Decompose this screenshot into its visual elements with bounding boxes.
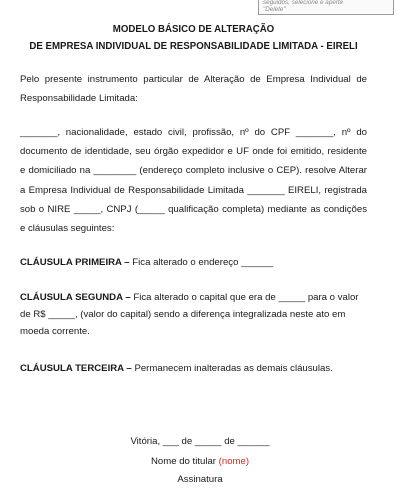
clause-first-text: Fica alterado o endereço	[132, 257, 239, 268]
blank-nire[interactable]: _____	[73, 203, 101, 215]
clause-second-text-2: para o valor de R$	[20, 292, 359, 320]
tooltip-line-2: "Delete"	[263, 6, 286, 14]
qualification-part-1: , nacionalidade, estado civil, profissão, nº do CPF	[57, 127, 291, 138]
holder-name-line	[0, 456, 400, 467]
qualification-part-2: , nº do documento de identidade, seu órgão expedidor e UF onde foi emitido, residente e domiciliado na	[20, 127, 367, 177]
tooltip-hint	[258, 0, 394, 15]
qualification-part-4: EIRELI, registrada sob o NIRE	[20, 184, 368, 215]
tooltip-line-1: seguidos, selecione e aperte	[263, 0, 344, 6]
clause-second	[20, 289, 360, 340]
signature-place: Vitória,	[130, 436, 161, 447]
document-title-line-2: DE EMPRESA INDIVIDUAL DE RESPONSABILIDADE LIMITADA - EIRELI	[29, 41, 358, 52]
blank-new-capital[interactable]: _____	[48, 309, 75, 320]
document-title-line-1: MODELO BÁSICO DE ALTERAÇÃO	[112, 24, 275, 35]
blank-cpf[interactable]: _______	[295, 127, 334, 138]
signature-label-line	[0, 474, 400, 485]
qualification-part-6: qualificação completa) mediante as condições e cláusulas seguintes:	[20, 203, 367, 235]
clause-third-label: CLÁUSULA TERCEIRA –	[20, 363, 132, 374]
clause-first-label: CLÁUSULA PRIMEIRA –	[20, 257, 130, 268]
blank-company[interactable]: _______	[247, 184, 285, 196]
qualification-part-5: , CNPJ (	[100, 203, 139, 215]
clause-first	[20, 254, 360, 271]
blank-day[interactable]: ___	[162, 436, 179, 447]
blank-old-capital[interactable]: _____	[278, 292, 306, 303]
holder-label: Nome do titular	[150, 456, 216, 467]
clause-third-text: Permanecem inalteradas as demais cláusulas.	[134, 363, 333, 374]
holder-name-placeholder[interactable]: (nome)	[218, 456, 250, 467]
clause-second-text-1: Fica alterado o capital que era de	[133, 292, 276, 303]
qualification-part-3: (endereço completo inclusive o CEP). resolve Alterar a Empresa Individual de Responsabilidade Limitada	[20, 165, 367, 196]
signature-label: Assinatura	[177, 474, 223, 485]
clause-second-label: CLÁUSULA SEGUNDA –	[20, 292, 131, 303]
blank-address[interactable]: ________	[93, 165, 137, 177]
signature-date-line	[0, 436, 400, 447]
signature-de-2: de	[224, 436, 235, 447]
blank-new-address[interactable]: ______	[241, 257, 274, 268]
blank-cnpj[interactable]: _____	[138, 203, 165, 215]
signature-de-1: de	[181, 436, 193, 447]
intro-paragraph: Pelo presente instrumento particular de Alteração de Empresa Individual de Responsabilidade Limitada:	[20, 74, 367, 105]
clause-third	[20, 360, 360, 377]
clause-second-text-3: , (valor do capital) sendo a diferença integralizada neste ato em moeda corrente.	[20, 309, 346, 337]
qualification-paragraph	[20, 123, 367, 238]
blank-month[interactable]: _____	[194, 436, 222, 447]
blank-year[interactable]: ______	[237, 436, 270, 447]
blank-name[interactable]: _______	[20, 127, 58, 138]
